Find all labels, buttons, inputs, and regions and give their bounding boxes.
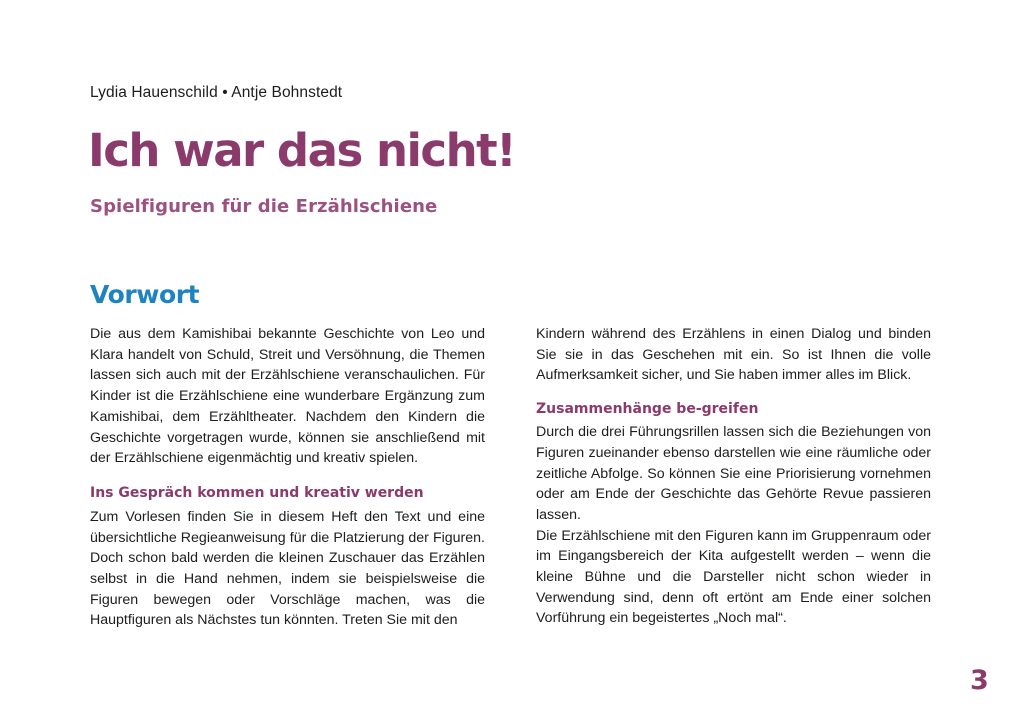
- book-title: Ich war das nicht!: [88, 124, 516, 177]
- continuation-paragraph: Kindern während des Erzählens in einen Dialog und binden Sie sie in das Geschehen mit ein. So ist Ihnen die volle Aufmerksamkeit sicher, und Sie haben immer alles im Blick.: [536, 326, 931, 384]
- book-subtitle: Spielfiguren für die Erzählschiene: [90, 196, 438, 217]
- left-text-column: [90, 324, 485, 631]
- vorlesen-paragraph: Zum Vorlesen finden Sie in diesem Heft den Text und eine übersichtliche Regieanweisung für die Platzierung der Figuren. Doch schon bald werden die kleinen Zuschauer das Erzählen selbst in die Hand nehmen, indem sie beispielsweise die Figuren bewegen oder Vorschläge machen, was die Hauptfiguren als Nächstes tun könnten. Treten Sie mit den: [90, 508, 485, 629]
- fuehrungsrillen-paragraph: Durch die drei Führungsrillen lassen sich die Beziehungen von Figuren zueinander ebenso darstellen wie eine räumliche oder zeitliche Abfolge. So können Sie eine Priorisierung vornehmen oder am Ende der Geschichte das Gehörte Revue passieren lassen.: [536, 424, 931, 523]
- authors-line: Lydia Hauenschild • Antje Bohnstedt: [90, 84, 343, 101]
- right-text-column: [536, 324, 931, 629]
- intro-paragraph: Die aus dem Kamishibai bekannte Geschichte von Leo und Klara handelt von Schuld, Streit und Versöhnung, die Themen lassen sich auch mit der Erzählschiene veranschaulichen. Für Kinder ist die Erzählschiene eine wunderbare Ergänzung zum Kamishibai, dem Erzähltheater. Nachdem den Kindern die Geschichte vorgetragen wurde, können sie anschließend mit der Erzählschiene eigenmächtig und kreativ spielen.: [90, 326, 485, 467]
- subheading-zusammenhaenge: Zusammenhänge be-greifen: [536, 401, 759, 418]
- section-heading-vorwort: Vorwort: [90, 280, 200, 309]
- subheading-gespraech: Ins Gespräch kommen und kreativ werden: [90, 484, 424, 501]
- erzaehlschiene-paragraph: Die Erzählschiene mit den Figuren kann im Gruppenraum oder im Eingangsbereich der Kita aufgestellt werden – wenn die kleine Bühne und die Darsteller nicht schon wieder in Verwendung sind, denn oft ertönt am Ende einer solchen Vorführung ein begeistertes „Noch mal“.: [536, 527, 931, 627]
- page-number: 3: [970, 665, 989, 696]
